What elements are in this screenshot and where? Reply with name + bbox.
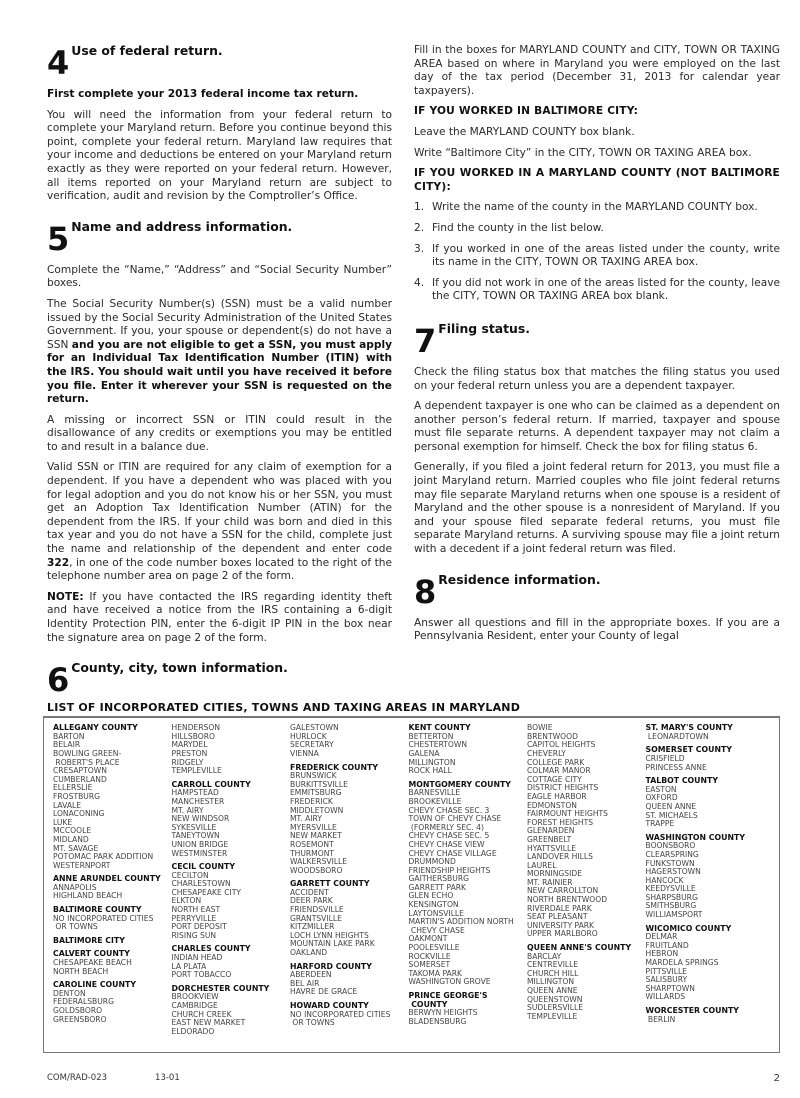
list-item: LONACONING — [53, 809, 105, 819]
county-group — [172, 724, 291, 776]
list-item: BOWIE — [527, 723, 553, 733]
list-item: CAPITOL HEIGHTS — [527, 740, 596, 750]
list-item: PORT TOBACCO — [171, 970, 232, 980]
county-heading: CARROLL COUNTY — [171, 779, 251, 789]
list-item: MIDDLETOWN — [290, 805, 344, 815]
list-item: ST. MICHAELS — [645, 810, 698, 820]
two-column-text — [43, 43, 780, 700]
list-item: FOREST HEIGHTS — [527, 817, 594, 827]
county-group — [527, 944, 646, 1021]
list-item: THURMONT — [290, 848, 335, 858]
list-item: BELAIR — [53, 740, 81, 750]
list-item: SOMERSET — [408, 960, 451, 970]
step-number: 1. — [414, 201, 425, 214]
list-item: WILLIAMSPORT — [645, 910, 703, 920]
list-item: MT. AIRY — [171, 805, 204, 815]
list-item: DRUMMOND — [408, 857, 456, 867]
maryland-county-heading: IF YOU WORKED IN A MARYLAND COUNTY (NOT BALTIMORE CITY): — [414, 167, 780, 193]
list-item: CRISFIELD — [645, 753, 685, 763]
dependent-text: Valid SSN or ITIN are required for any claim of exemption for a dependent. If you have a dependent who was placed with you for legal adoption and you do not know his or her SSN, you must get an Adoption Tax Identification Number (ATIN) for the dependent from the IRS. If your child was born and died in this tax year and you do not have a SSN for the child, complete just the name and relationship of the dependent and enter code — [47, 461, 392, 556]
ssn-paragraph — [47, 298, 392, 407]
list-item: HAVRE DE GRACE — [290, 987, 358, 997]
county-group — [646, 777, 765, 829]
list-item: BERWYN HEIGHTS — [408, 1008, 478, 1018]
ssn-text: The Social Security Number(s) (SSN) must be a valid number issued by the Social Security Administration of the United States Government. If you, your spouse or dependent(s) do not have a SSN — [47, 297, 392, 351]
section-number: 4 — [47, 44, 70, 82]
list-item: ROCKVILLE — [408, 951, 451, 961]
list-item: EAGLE HARBOR — [527, 791, 587, 801]
footer — [47, 1073, 228, 1084]
list-item: NORTH EAST — [171, 905, 221, 915]
baltimore-city-text: Leave the MARYLAND COUNTY box blank. — [414, 125, 635, 138]
step — [414, 222, 780, 236]
list-item: PRINCESS ANNE — [645, 762, 707, 772]
county-heading: FREDERICK COUNTY — [290, 762, 379, 772]
residence-paragraph: Answer all questions and fill in the appropriate boxes. If you are a Pennsylvania Resident, enter your County of legal — [414, 616, 780, 643]
list-item: SMITHSBURG — [645, 901, 697, 911]
list-item: MT. SAVAGE — [53, 843, 99, 853]
county-group — [646, 1007, 765, 1024]
list-item: LUKE — [53, 817, 73, 827]
list-item: ABERDEEN — [290, 970, 332, 980]
county-heading: ALLEGANY COUNTY — [53, 723, 138, 733]
list-item: CLEARSPRING — [645, 849, 699, 859]
list-item: MCCOOLE — [53, 826, 92, 836]
list-item: FEDERALSBURG — [53, 997, 114, 1007]
list-item: SHARPTOWN — [645, 983, 695, 993]
list-item: POOLESVILLE — [408, 943, 460, 953]
list-item: FAIRMOUNT HEIGHTS — [527, 809, 609, 819]
list-item: HENDERSON — [171, 723, 221, 733]
section-7-header — [414, 320, 780, 360]
section-8-header — [414, 571, 780, 611]
county-group — [172, 863, 291, 940]
county-group — [53, 724, 172, 870]
list-item: MYERSVILLE — [290, 822, 337, 832]
list-item: CHEVY CHASE SEC. 3 — [408, 805, 490, 815]
right-column — [414, 44, 780, 651]
list-item: ROCK HALL — [408, 766, 452, 776]
note-label: NOTE: — [47, 590, 84, 603]
county-group — [409, 781, 528, 987]
list-item: COLLEGE PARK — [527, 757, 585, 767]
list-item: KENSINGTON — [408, 900, 459, 910]
list-item: CHEVY CHASE VIEW — [408, 839, 485, 849]
list-item: MOUNTAIN LAKE PARK — [290, 939, 375, 949]
list-item: BEL AIR — [290, 978, 320, 988]
list-item: COTTAGE CITY — [527, 774, 582, 784]
section-title: Use of federal return. — [71, 43, 223, 58]
list-item: BARCLAY — [527, 951, 562, 961]
list-item: WALKERSVILLE — [290, 857, 348, 867]
county-heading: PRINCE GEORGE'S COUNTY — [408, 991, 488, 1009]
list-item: RIDGELY — [171, 757, 204, 767]
list-item: CHESAPEAKE BEACH — [53, 958, 132, 968]
baltimore-city-heading: IF YOU WORKED IN BALTIMORE CITY: — [414, 105, 639, 118]
list-item: NORTH BEACH — [53, 966, 109, 976]
dependent-ssn-paragraph — [47, 461, 392, 583]
list-item: POTOMAC PARK ADDITION — [53, 852, 154, 862]
list-item: FREDERICK — [290, 796, 333, 806]
county-group — [172, 985, 291, 1037]
list-item: EASTON — [645, 784, 677, 794]
section-title: Name and address information. — [71, 218, 293, 234]
form-code: COM/RAD-023 — [47, 1073, 108, 1084]
list-item: HYATTSVILLE — [527, 843, 577, 853]
list-title: LIST OF INCORPORATED CITIES, TOWNS AND TAXING AREAS IN MARYLAND — [47, 701, 521, 715]
list-item: PRESTON — [171, 748, 208, 758]
county-heading: CECIL COUNTY — [171, 862, 236, 872]
county-heading: CAROLINE COUNTY — [53, 980, 136, 990]
list-item: TAKOMA PARK — [408, 968, 462, 978]
left-column — [47, 43, 392, 700]
list-item: COLMAR MANOR — [527, 766, 591, 776]
list-item: EMMITSBURG — [290, 788, 342, 798]
code-322: 322 — [47, 556, 70, 569]
note-paragraph — [47, 591, 392, 645]
county-heading: BALTIMORE COUNTY — [53, 905, 142, 915]
list-item: GARRETT PARK — [408, 882, 467, 892]
list-item: TANEYTOWN — [171, 831, 220, 841]
list-item: LAVALE — [53, 800, 82, 810]
list-item: NORTH BRENTWOOD — [527, 895, 608, 905]
list-item: DELMAR — [645, 932, 678, 942]
list-item: FRIENDSVILLE — [290, 905, 344, 915]
section-number: 6 — [47, 661, 70, 700]
list-item: CENTREVILLE — [527, 960, 579, 970]
list-item: BARTON — [53, 731, 85, 741]
note-text: If you have contacted the IRS regarding identity theft and have received a notice from the IRS containing a 6-digit Identity Protection PIN, enter the 6-digit IP PIN in the box near the signature area on page 2 of the form. — [47, 590, 392, 644]
list-item: CHARLESTOWN — [171, 879, 231, 889]
list-item: ELDORADO — [171, 1026, 215, 1036]
section-6-header — [47, 660, 392, 700]
list-item: DISTRICT HEIGHTS — [527, 783, 599, 793]
list-item: TEMPLEVILLE — [171, 766, 222, 776]
list-item: CHEVERLY — [527, 748, 566, 758]
county-group — [172, 781, 291, 858]
county-group — [290, 1002, 409, 1028]
list-item: WESTERNPORT — [53, 860, 111, 870]
page-number: 2 — [773, 1073, 780, 1085]
list-item: TEMPLEVILLE — [527, 1011, 578, 1021]
revision: 13-01 — [155, 1073, 180, 1084]
list-item: ELKTON — [171, 896, 202, 906]
list-item: QUEENSTOWN — [527, 994, 583, 1004]
list-item: ROSEMONT — [290, 839, 334, 849]
list-item: CHESTERTOWN — [408, 740, 468, 750]
list-item: WESTMINSTER — [171, 848, 228, 858]
list-item: BETTERTON — [408, 731, 454, 741]
step — [414, 201, 780, 215]
step-text: Find the county in the list below. — [432, 221, 604, 234]
county-heading: WICOMICO COUNTY — [645, 923, 732, 933]
step-number: 3. — [414, 242, 425, 255]
list-item: BARNESVILLE — [408, 788, 461, 798]
list-item: WILLARDS — [645, 992, 686, 1002]
county-group — [527, 724, 646, 939]
list-item: SECRETARY — [290, 740, 334, 750]
county-heading: WASHINGTON COUNTY — [645, 832, 745, 842]
list-item: ACCIDENT — [290, 887, 329, 897]
list-item: SEAT PLEASANT — [527, 912, 588, 922]
county-group — [290, 724, 409, 758]
list-item: CHEVY CHASE — [408, 925, 465, 935]
county-group — [409, 992, 528, 1026]
list-item: SALISBURY — [645, 975, 688, 985]
list-column — [527, 724, 646, 1046]
county-group — [646, 925, 765, 1002]
list-item: MARTIN'S ADDITION NORTH — [408, 917, 514, 927]
list-item: GLEN ECHO — [408, 891, 454, 901]
joint-return-paragraph: Generally, if you filed a joint federal return for 2013, you must file a joint Maryland return. Married couples who file joint federal returns may file separate Maryland returns when one spouse is a resident of Maryland and the other spouse is a nonresident of Maryland. If you and your spouse filed separate federal returns, you must file separate Maryland returns. A surviving spouse may file a joint return with a decedent if a joint federal return was filed. — [414, 461, 780, 556]
county-group — [646, 746, 765, 772]
list-item: NEW WINDSOR — [171, 814, 230, 824]
list-item: WOODSBORO — [290, 865, 343, 875]
list-item: CRESAPTOWN — [53, 766, 107, 776]
county-group — [646, 724, 765, 741]
list-item: PERRYVILLE — [171, 913, 217, 923]
list-item: FRIENDSHIP HEIGHTS — [408, 865, 491, 875]
list-item: BOONSBORO — [645, 841, 696, 851]
list-item: INDIAN HEAD — [171, 953, 223, 963]
section-title: County, city, town information. — [71, 660, 288, 676]
county-paragraph: Fill in the boxes for MARYLAND COUNTY and CITY, TOWN OR TAXING AREA based on where in Maryland you were employed on the last day of the tax period (December 31, 2013 for calendar year taxpayers). — [414, 44, 780, 97]
list-item: HAMPSTEAD — [171, 788, 219, 798]
list-item: BOWLING GREEN- — [53, 748, 122, 758]
list-item: OR TOWNS — [290, 1018, 335, 1028]
county-group — [53, 981, 172, 1024]
county-heading: TALBOT COUNTY — [645, 776, 718, 786]
list-item: RIVERDALE PARK — [527, 903, 592, 913]
list-item: LA PLATA — [171, 961, 207, 971]
list-item: UNIVERSITY PARK — [527, 920, 595, 930]
county-heading: SOMERSET COUNTY — [645, 745, 732, 755]
list-item: OAKLAND — [290, 948, 328, 958]
section-5-header — [47, 218, 392, 258]
list-item: BROOKEVILLE — [408, 796, 462, 806]
county-group — [646, 834, 765, 920]
list-item: MT. RAINIER — [527, 877, 573, 887]
list-item: OR TOWNS — [53, 922, 98, 932]
section-title: Residence information. — [438, 571, 601, 587]
county-heading: WORCESTER COUNTY — [645, 1006, 739, 1015]
list-column — [53, 724, 172, 1046]
county-group — [53, 906, 172, 932]
county-group — [290, 880, 409, 957]
ssn-bold-text: and you are not eligible to get a SSN, you must apply for an Individual Tax Identification Number (ITIN) with the IRS. You should wait until you have received it before you file. Enter it wherever your SSN is requested on the return. — [47, 338, 392, 406]
list-item: SYKESVILLE — [171, 822, 217, 832]
list-item: BROOKVIEW — [171, 992, 219, 1002]
county-heading: HOWARD COUNTY — [290, 1001, 369, 1010]
list-item: PITTSVILLE — [645, 966, 687, 976]
list-item: MANCHESTER — [171, 796, 225, 806]
county-group — [290, 764, 409, 876]
county-heading: MONTGOMERY COUNTY — [408, 779, 511, 789]
list-item: HURLOCK — [290, 731, 327, 741]
section-4-header — [47, 43, 392, 82]
list-item: CHESAPEAKE CITY — [171, 887, 242, 897]
list-item: FROSTBURG — [53, 791, 101, 801]
section-number: 8 — [414, 572, 437, 611]
incorporated-areas-list — [43, 716, 780, 1053]
list-item: QUEEN ANNE — [527, 986, 578, 995]
list-item: LEONARDTOWN — [645, 731, 709, 741]
step-number: 4. — [414, 276, 425, 289]
section-5-paragraph: Complete the “Name,” “Address” and “Social Security Number” boxes. — [47, 263, 392, 290]
list-item: GALESTOWN — [290, 723, 339, 733]
list-item: EAST NEW MARKET — [171, 1018, 246, 1028]
list-item: GAITHERSBURG — [408, 874, 469, 884]
list-item: MARYDEL — [171, 740, 208, 750]
list-item: CECILTON — [171, 870, 209, 880]
county-heading: ANNE ARUNDEL COUNTY — [53, 874, 161, 884]
list-item: UNION BRIDGE — [171, 839, 229, 849]
list-item: VIENNA — [290, 748, 319, 758]
list-column — [172, 724, 291, 1046]
list-item: BURKITTSVILLE — [290, 779, 348, 789]
step-text: If you worked in one of the areas listed under the county, write its name in the CITY, TOWN OR TAXING AREA box. — [432, 242, 780, 269]
list-item: UPPER MARLBORO — [527, 929, 598, 939]
list-item: GRANTSVILLE — [290, 913, 342, 923]
list-column — [290, 724, 409, 1046]
list-item: LOCH LYNN HEIGHTS — [290, 930, 369, 940]
list-item: HEBRON — [645, 949, 679, 959]
list-item: KITZMILLER — [290, 922, 335, 932]
list-item: NEW CARROLLTON — [527, 886, 599, 896]
section-title: Filing status. — [438, 320, 530, 336]
list-item: CHEVY CHASE VILLAGE — [408, 848, 497, 858]
county-steps — [414, 201, 780, 304]
list-item: LANDOVER HILLS — [527, 852, 593, 862]
list-item: BRENTWOOD — [527, 731, 578, 741]
list-item: MIDLAND — [53, 834, 89, 844]
list-item: HIGHLAND BEACH — [53, 891, 123, 901]
footer-row — [43, 1073, 780, 1084]
step-text: If you did not work in one of the areas listed for the county, leave the CITY, TOWN OR TAXING AREA box blank. — [432, 276, 780, 303]
county-group — [409, 724, 528, 776]
list-item: BRUNSWICK — [290, 771, 337, 781]
list-item: GALENA — [408, 748, 440, 758]
county-group — [172, 945, 291, 979]
section-4-lead: First complete your 2013 federal income tax return. — [47, 88, 359, 100]
list-item: HAGERSTOWN — [645, 867, 701, 877]
list-item: (FORMERLY SEC. 4) — [408, 822, 484, 832]
list-item: PORT DEPOSIT — [171, 922, 227, 932]
section-number: 7 — [414, 321, 437, 360]
list-item: FRUITLAND — [645, 940, 689, 950]
list-item: WASHINGTON GROVE — [408, 977, 491, 987]
list-item: ANNAPOLIS — [53, 882, 97, 892]
list-item: CAMBRIDGE — [171, 1001, 218, 1010]
list-item: NO INCORPORATED CITIES — [290, 1009, 391, 1019]
list-item: MILLINGTON — [527, 977, 575, 987]
list-item: MORNINGSIDE — [527, 869, 582, 879]
list-column — [409, 724, 528, 1046]
list-item: FUNKSTOWN — [645, 858, 695, 868]
dependent-text-end: , in one of the code number boxes located to the right of the telephone number area on page 2 of the form. — [47, 556, 392, 583]
section-4-paragraph: You will need the information from your federal return to complete your Maryland return. Before you continue beyond this point, complete your federal return. Maryland law requires that your income and deductions be entered on your Maryland return exactly as they were reported on your federal return. However, all items reported on your Maryland return are subject to verification, audit and revision by the Comptroller’s Office. — [47, 108, 392, 203]
dependent-taxpayer-paragraph: A dependent taxpayer is one who can be claimed as a dependent on another person’s federal return. If married, taxpayer and spouse must file separate returns. A dependent taxpayer may not claim a personal exemption for himself. Check the box for filing status 6. — [414, 400, 780, 453]
list-item: SHARPSBURG — [645, 892, 698, 902]
step-number: 2. — [414, 221, 425, 234]
county-heading: CHARLES COUNTY — [171, 944, 251, 954]
list-item: HILLSBORO — [171, 731, 216, 741]
list-item: NEW MARKET — [290, 831, 342, 841]
list-item: LAUREL — [527, 860, 557, 870]
county-heading: HARFORD COUNTY — [290, 961, 372, 971]
step — [414, 277, 780, 304]
list-item: RISING SUN — [171, 930, 217, 940]
list-item: GLENARDEN — [527, 826, 575, 836]
step-text: Write the name of the county in the MARYLAND COUNTY box. — [432, 201, 758, 214]
county-group — [290, 963, 409, 997]
list-item: ELLERSLIE — [53, 783, 93, 793]
list-item: MILLINGTON — [408, 757, 456, 767]
list-item: DEER PARK — [290, 896, 333, 906]
list-item: OAKMONT — [408, 934, 448, 944]
list-item: NO INCORPORATED CITIES — [53, 913, 154, 923]
list-item: BERLIN — [645, 1014, 676, 1024]
county-group — [53, 950, 172, 976]
list-item: HANCOCK — [645, 875, 684, 885]
county-heading: QUEEN ANNE'S COUNTY — [527, 943, 632, 953]
filing-status-paragraph: Check the filing status box that matches the filing status you used on your federal return unless you are a dependent taxpayer. — [414, 365, 780, 392]
list-item: GOLDSBORO — [53, 1006, 103, 1015]
list-item: CHEVY CHASE SEC. 5 — [408, 831, 490, 841]
list-item: TRAPPE — [645, 819, 675, 829]
list-item: EDMONSTON — [527, 800, 577, 810]
county-group — [53, 875, 172, 901]
list-item: GREENBELT — [527, 834, 572, 844]
list-item: GREENSBORO — [53, 1014, 107, 1024]
baltimore-city-text-2: Write “Baltimore City” in the CITY, TOWN OR TAXING AREA box. — [414, 146, 752, 159]
list-item: OXFORD — [645, 793, 678, 803]
list-item: CHURCH CREEK — [171, 1009, 232, 1019]
list-item: CHURCH HILL — [527, 968, 579, 978]
section-number: 5 — [47, 219, 70, 258]
county-heading: KENT COUNTY — [408, 723, 471, 733]
missing-ssn-paragraph: A missing or incorrect SSN or ITIN could result in the disallowance of any credits or exemptions you may be entitled to and result in a balance due. — [47, 413, 392, 453]
list-item: ROBERT'S PLACE — [53, 757, 120, 767]
list-item: MARDELA SPRINGS — [645, 958, 719, 968]
list-item: DENTON — [53, 988, 86, 998]
list-item: KEEDYSVILLE — [645, 884, 696, 894]
list-item: MT. AIRY — [290, 814, 322, 824]
list-item: QUEEN ANNE — [645, 801, 697, 811]
list-item: CUMBERLAND — [53, 774, 107, 784]
list-item: SUDLERSVILLE — [527, 1003, 584, 1013]
step — [414, 243, 780, 270]
list-item: TOWN OF CHEVY CHASE — [408, 814, 502, 824]
list-item: LAYTONSVILLE — [408, 908, 464, 918]
county-group — [53, 937, 172, 946]
list-column — [646, 724, 765, 1046]
list-item: BLADENSBURG — [408, 1016, 467, 1026]
county-heading: CALVERT COUNTY — [53, 949, 130, 959]
county-heading: ST. MARY'S COUNTY — [645, 723, 733, 733]
county-heading: GARRETT COUNTY — [290, 879, 370, 889]
county-heading: BALTIMORE CITY — [53, 935, 125, 945]
county-heading: DORCHESTER COUNTY — [171, 983, 270, 993]
